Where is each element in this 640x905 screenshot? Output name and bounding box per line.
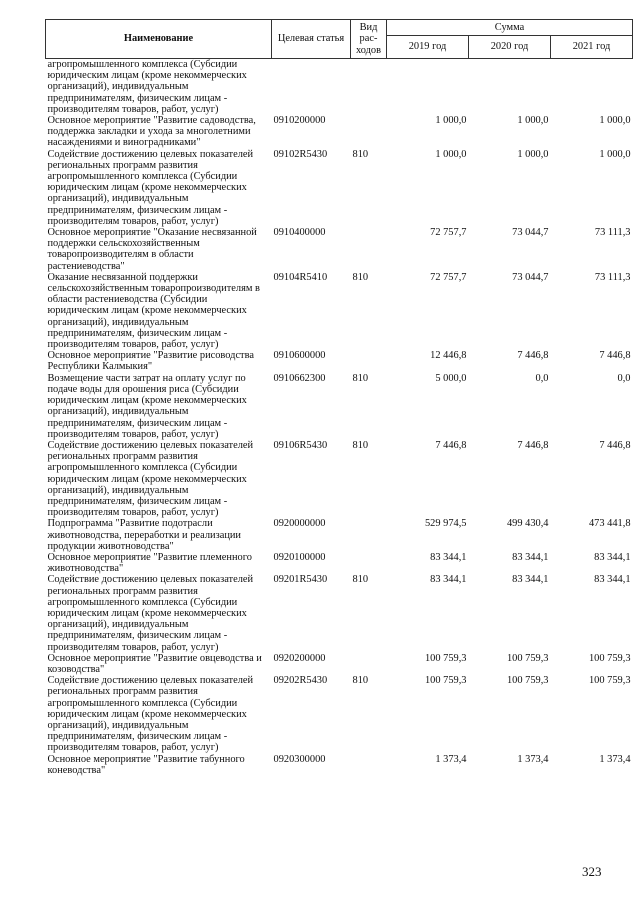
row-name: Основное мероприятие "Развитие племенного животноводства" [47, 551, 252, 575]
row-sum-2021 [551, 59, 633, 116]
row-sum-2021: 1 000,0 [599, 148, 631, 160]
header-sum: Сумма [387, 20, 633, 36]
row-sum-2020: 73 044,7 [512, 271, 549, 283]
row-expense-type [351, 653, 387, 675]
row-target-code: 0910600000 [273, 350, 326, 362]
table-row [46, 373, 633, 440]
row-name: Основное мероприятие "Развитие табунного коневодства" [47, 753, 245, 776]
row-sum-2020: 1 000,0 [517, 148, 549, 160]
row-name: Основное мероприятие "Развитие рисоводства Республики Калмыкия" [47, 350, 254, 373]
row-target-code: 0920000000 [273, 518, 326, 530]
row-name: агропромышленного комплекса (Субсидии юридическим лицам (кроме некоммерческих организаций), индивидуальным предпринимателям, физическим лицам - производителям товаров, работ, услуг) [47, 59, 247, 115]
row-expense-type: 810 [352, 439, 369, 451]
row-sum-2021: 473 441,8 [588, 518, 631, 530]
row-sum-2020: 73 044,7 [512, 227, 549, 239]
row-sum-2020: 0,0 [535, 372, 549, 384]
row-name: Основное мероприятие "Развитие садоводства, поддержка закладки и ухода за многолетними насаждениями и виноградниками" [47, 115, 256, 149]
row-sum-2019: 1 373,4 [435, 753, 467, 765]
header-year-2021: 2021 год [551, 36, 633, 59]
row-sum-2021: 0,0 [617, 372, 631, 384]
row-name: Содействие достижению целевых показателей региональных программ развития агропромышленного комплекса (Субсидии юридическим лицам (кроме некоммерческих организаций), индивидуальным предпринимателям, физическим лицам - производителям товаров, работ, услуг) [47, 148, 254, 227]
row-name: Основное мероприятие "Развитие овцеводства и козоводства" [47, 652, 262, 675]
row-sum-2020: 100 759,3 [506, 675, 549, 687]
row-sum-2019: 83 344,1 [430, 574, 467, 586]
row-sum-2020: 499 430,4 [506, 518, 549, 530]
row-name: Подпрограмма "Развитие подотрасли животноводства, переработки и реализации продукции животноводства" [47, 518, 241, 552]
row-name: Оказание несвязанной поддержки сельскохозяйственным товаропроизводителям в области растениеводства (Субсидии юридическим лицам (кроме некоммерческих организаций), индивидуальным предпринимателям, физическим лицам - производителям товаров, работ, услуг) [47, 271, 260, 351]
row-expense-type [351, 350, 387, 372]
row-sum-2021: 73 111,3 [594, 271, 631, 283]
row-expense-type [351, 552, 387, 574]
table-row [46, 115, 633, 149]
row-sum-2019: 100 759,3 [424, 652, 467, 664]
row-expense-type: 810 [352, 271, 369, 283]
header-name: Наименование [46, 20, 272, 59]
row-sum-2019: 12 446,8 [430, 350, 467, 362]
row-sum-2019: 72 757,7 [430, 227, 467, 239]
row-sum-2019 [387, 59, 469, 116]
row-expense-type [351, 754, 387, 776]
row-expense-type [351, 227, 387, 272]
row-target-code: 0920100000 [273, 551, 326, 563]
table-row [46, 350, 633, 372]
row-target-code: 09104R5410 [273, 271, 328, 283]
page-number: 323 [582, 864, 602, 879]
row-target-code: 0920200000 [273, 652, 326, 664]
row-sum-2020: 83 344,1 [512, 551, 549, 563]
row-expense-type [351, 115, 387, 149]
table-row [46, 272, 633, 350]
row-sum-2021: 1 373,4 [599, 753, 631, 765]
row-expense-type: 810 [352, 148, 369, 160]
table-row [46, 675, 633, 753]
row-sum-2020: 7 446,8 [517, 439, 549, 451]
row-expense-type: 810 [352, 574, 369, 586]
row-expense-type [351, 518, 387, 552]
budget-table [45, 19, 633, 776]
row-target-code: 09201R5430 [273, 574, 328, 586]
table-row [46, 653, 633, 675]
row-target-code: 0910200000 [273, 115, 326, 127]
row-sum-2019: 7 446,8 [435, 439, 467, 451]
row-sum-2021: 73 111,3 [594, 227, 631, 239]
row-sum-2021: 7 446,8 [599, 439, 631, 451]
row-sum-2021: 100 759,3 [588, 652, 631, 664]
row-sum-2019: 529 974,5 [424, 518, 467, 530]
header-year-2020: 2020 год [469, 36, 551, 59]
header-expense-type: Вид рас-ходов [351, 20, 387, 59]
row-name: Содействие достижению целевых показателей региональных программ развития агропромышленного комплекса (Субсидии юридическим лицам (кроме некоммерческих организаций), индивидуальным предпринимателям, физическим лицам - производителям товаров, работ, услуг) [47, 675, 254, 754]
table-row [46, 574, 633, 652]
row-target-code: 0910400000 [273, 227, 326, 239]
row-sum-2020: 1 373,4 [517, 753, 549, 765]
table-row [46, 754, 633, 776]
row-expense-type: 810 [352, 675, 369, 687]
row-sum-2020: 83 344,1 [512, 574, 549, 586]
row-sum-2021: 1 000,0 [599, 115, 631, 127]
row-sum-2019: 5 000,0 [435, 372, 467, 384]
row-name: Возмещение части затрат на оплату услуг по подаче воды для орошения риса (Субсидии юридическим лицам (кроме некоммерческих организаций), индивидуальным предпринимателям, физическим лицам - производителям товаров, работ, услуг) [47, 372, 247, 440]
row-sum-2021: 7 446,8 [599, 350, 631, 362]
table-header [46, 20, 633, 59]
row-target-code: 09202R5430 [273, 675, 328, 687]
row-sum-2019: 83 344,1 [430, 551, 467, 563]
table-row [46, 149, 633, 227]
row-sum-2019: 1 000,0 [435, 148, 467, 160]
row-expense-type [351, 59, 387, 116]
table-body [46, 59, 633, 777]
row-target-code: 09102R5430 [273, 148, 328, 160]
row-sum-2020 [469, 59, 551, 116]
row-sum-2019: 72 757,7 [430, 271, 467, 283]
row-sum-2020: 7 446,8 [517, 350, 549, 362]
row-sum-2020: 1 000,0 [517, 115, 549, 127]
row-target-code: 0920300000 [273, 753, 326, 765]
header-code: Целевая статья [272, 20, 351, 59]
row-name: Содействие достижению целевых показателей региональных программ развития агропромышленного комплекса (Субсидии юридическим лицам (кроме некоммерческих организаций), индивидуальным предпринимателям, физическим лицам - производителям товаров, работ, услуг) [47, 574, 254, 653]
table-row [46, 552, 633, 574]
row-target-code: 0910662300 [273, 372, 326, 384]
row-sum-2021: 83 344,1 [594, 551, 631, 563]
row-name: Основное мероприятие "Оказание несвязанной поддержки сельскохозяйственным товаропроизводителям в области растениеводства" [47, 227, 257, 272]
row-sum-2021: 100 759,3 [588, 675, 631, 687]
row-target-code [272, 59, 351, 116]
table-row [46, 59, 633, 116]
row-sum-2019: 100 759,3 [424, 675, 467, 687]
row-sum-2021: 83 344,1 [594, 574, 631, 586]
row-expense-type: 810 [352, 372, 369, 384]
header-year-2019: 2019 год [387, 36, 469, 59]
table-row [46, 518, 633, 552]
row-sum-2020: 100 759,3 [506, 652, 549, 664]
table-row [46, 440, 633, 518]
row-name: Содействие достижению целевых показателей региональных программ развития агропромышленного комплекса (Субсидии юридическим лицам (кроме некоммерческих организаций), индивидуальным предпринимателям, физическим лицам - производителям товаров, работ, услуг) [47, 439, 254, 519]
table-row [46, 227, 633, 272]
row-target-code: 09106R5430 [273, 439, 328, 451]
row-sum-2019: 1 000,0 [435, 115, 467, 127]
